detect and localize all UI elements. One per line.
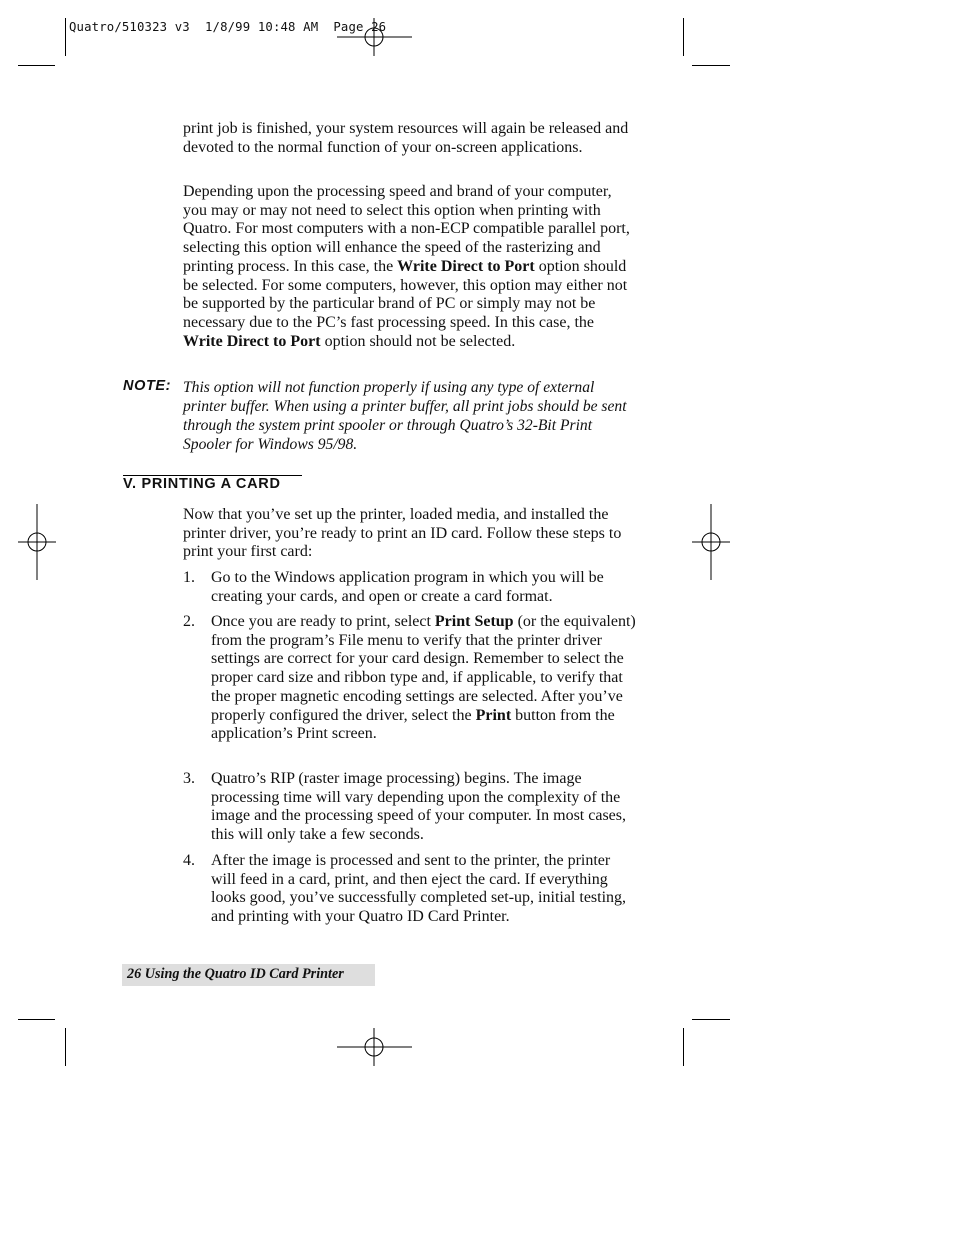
step-1 — [183, 569, 638, 606]
p2-text-1: Depending upon the processing speed and brand of your computer, you may or may not need to select this option when printing with Quatro. For most computers with a non-ECP compatible parallel port, selecting this option will enhance the speed of the rasterizing and printing process. In this case, the — [183, 183, 630, 275]
p2-text-3: option should not be selected. — [320, 332, 516, 350]
section-intro-text: Now that you’ve set up the printer, loaded media, and installed the printer driver, you’re ready to print an ID card. Follow these steps to print your first card: — [183, 506, 622, 561]
step-2-bold-print-setup: Print Setup — [434, 613, 514, 630]
header-slug: Quatro/510323 v3 1/8/99 10:48 AM Page 26 — [69, 20, 387, 34]
step-2-bold-print: Print — [475, 706, 512, 724]
step-2-text-2: (or the equivalent) from the program’s File menu to verify that the printer driver settings are correct for your card design. Remember to select the proper card size and ribbon type and, if applicable, to verify that the proper magnetic encoding settings are selected. After you’ve properly configured the driver, select the — [211, 613, 636, 724]
registration-target-bottom — [337, 1028, 412, 1066]
p2-bold-write-direct-1: Write Direct to Port — [397, 257, 535, 275]
step-text: Quatro’s RIP (raster image processing) begins. The image processing time will vary depending upon the complexity of the image and the processing speed of your computer. In most cases, this will only take a few seconds. — [211, 770, 626, 844]
step-2-text-1: Once you are ready to print, select — [211, 613, 435, 630]
section-intro — [183, 506, 635, 562]
registration-target-left — [18, 504, 56, 580]
step-text: Go to the Windows application program in which you will be creating your cards, and open or create a card format. — [211, 569, 604, 605]
step-number: 1. — [183, 569, 195, 586]
section-heading: V. PRINTING A CARD — [123, 476, 281, 492]
note-label: NOTE: — [123, 378, 172, 394]
step-2-text-3: button from the application’s Print screen. — [211, 706, 615, 743]
intro-paragraph-2-text — [183, 183, 635, 351]
step-number: 3. — [183, 770, 195, 787]
intro-paragraph-1 — [183, 120, 635, 157]
intro-paragraph-1-text: print job is finished, your system resources will again be released and devoted to the normal function of your on-screen applications. — [183, 120, 629, 156]
p2-text-2: option should be selected. For some computers, however, this option may either not be supported by the particular brand of PC or simply may not be necessary due to the PC’s fast processing speed. In this case, the — [183, 257, 628, 331]
registration-target-right — [692, 504, 730, 580]
step-2 — [183, 613, 638, 744]
intro-paragraph-2 — [183, 183, 635, 351]
step-number: 2. — [183, 613, 195, 630]
note-text: This option will not function properly if using any type of external printer buffer. When using a printer buffer, all print jobs should be sent through the system print spooler or through Quatro’s 32-Bit Print Spooler for Windows 95/98. — [183, 379, 627, 453]
step-4 — [183, 852, 638, 927]
step-number: 4. — [183, 852, 195, 869]
p2-bold-write-direct-2: Write Direct to Port — [183, 332, 321, 350]
step-text: After the image is processed and sent to the printer, the printer will feed in a card, print, and then eject the card. If everything looks good, you’ve successfully completed set-up, initial testing, and printing with your Quatro ID Card Printer. — [211, 852, 627, 926]
step-3 — [183, 770, 638, 845]
footer-text: 26 Using the Quatro ID Card Printer — [127, 966, 344, 982]
step-text — [211, 613, 638, 744]
